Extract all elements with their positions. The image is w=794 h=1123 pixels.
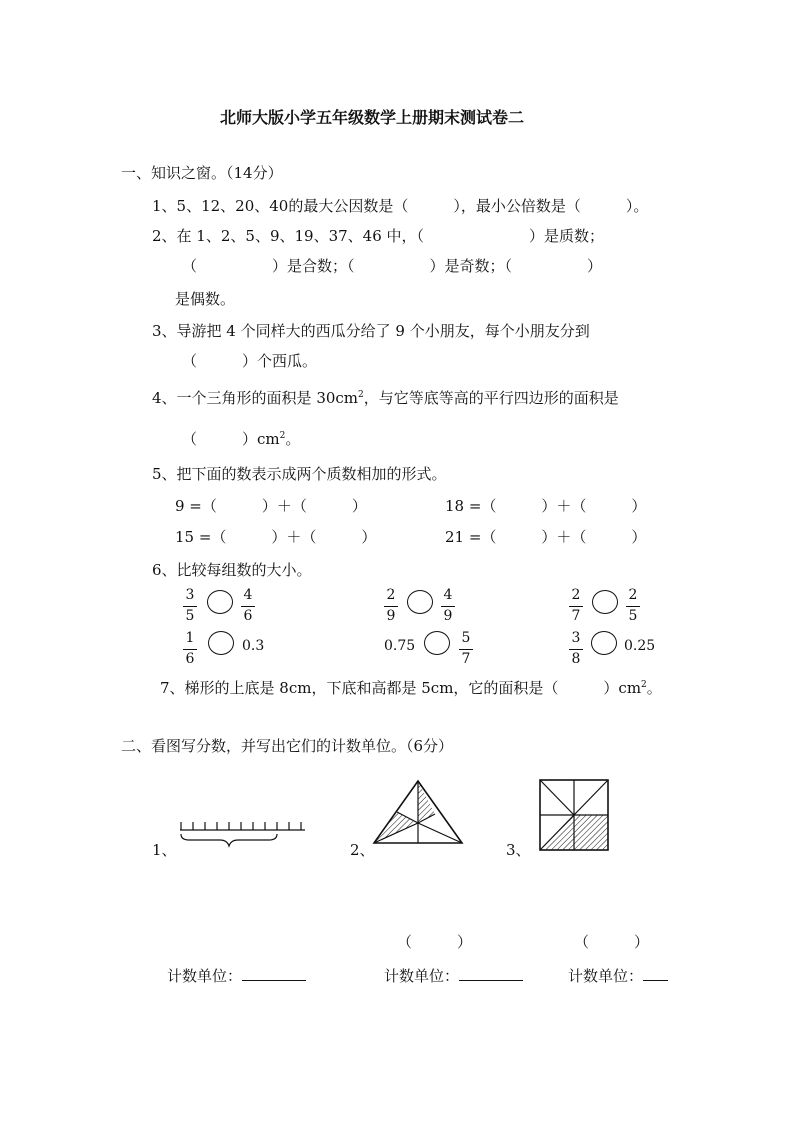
compare-circle[interactable] [591,631,617,655]
q7-superscript: 2 [641,680,647,690]
q5-item-1: 9 =（ ）＋（ ） [175,497,367,515]
fraction [569,588,583,626]
square-figure [538,778,610,852]
q4-superscript: 2 [358,390,364,400]
section-2-heading: 二、看图写分数，并写出它们的计数单位。（6分） [121,737,454,755]
denominator: 7 [461,651,471,667]
compare-circle[interactable] [207,590,233,614]
counting-unit-label: 计数单位： [384,967,460,985]
answer-paren-3[interactable]: （ ） [574,933,650,951]
decimal-value: 0.3 [242,638,265,654]
denominator: 5 [185,608,195,624]
question-2-line-2: （ ）是合数；（ ）是奇数；（ ） [182,257,603,275]
counting-unit-2 [384,969,523,984]
decimal-value: 0.25 [624,638,656,654]
numerator: 2 [386,587,396,603]
fraction [183,588,197,626]
page-title: 北师大版小学五年级数学上册期末测试卷二 [220,108,525,127]
counting-unit-label: 计数单位： [568,967,644,985]
denominator: 6 [185,651,195,667]
question-4-line-1 [152,391,619,406]
question-1: 1、5、12、20、40的最大公因数是（ ），最小公倍数是（ ）。 [152,197,649,215]
question-4-line-2 [182,432,300,447]
numerator: 2 [571,587,581,603]
compare-circle[interactable] [424,631,450,655]
counting-unit-3 [568,969,668,984]
figure-label-2: 2、 [350,841,375,859]
denominator: 5 [628,608,638,624]
question-2-line-1: 2、在 1、2、5、9、19、37、46 中，（ ）是质数； [152,227,605,245]
counting-unit-label: 计数单位： [167,967,243,985]
fraction [241,588,255,626]
question-5: 5、把下面的数表示成两个质数相加的形式。 [152,465,447,483]
q5-item-2: 18 =（ ）＋（ ） [445,497,647,515]
compare-circle[interactable] [407,590,433,614]
decimal-value: 0.75 [384,638,416,654]
numerator: 1 [185,630,195,646]
fraction [569,631,583,669]
q5-item-4: 21 =（ ）＋（ ） [445,528,647,546]
question-6: 6、比较每组数的大小。 [152,561,312,579]
q7-text-b: 。 [646,679,662,697]
numerator: 2 [628,587,638,603]
figure-label-1: 1、 [152,841,177,859]
denominator: 6 [243,608,253,624]
q4-line2-text-a: （ ）cm [182,430,280,448]
q4-text-b: ，与它等底等高的平行四边形的面积是 [363,389,619,407]
denominator: 9 [443,608,453,624]
q7-text-a: 7、梯形的上底是 8cm，下底和高都是 5cm，它的面积是（ ）cm [160,679,642,697]
question-3-line-1: 3、导游把 4 个同样大的西瓜分给了 9 个小朋友，每个小朋友分到 [152,322,590,340]
counting-unit-1 [167,969,306,984]
q4-line2-text-b: 。 [285,430,301,448]
number-line-figure [175,820,310,860]
question-3-line-2: （ ）个西瓜。 [182,352,318,370]
q4-line2-superscript: 2 [279,431,286,441]
triangle-figure [372,777,464,847]
question-7 [160,681,662,696]
counting-unit-blank[interactable] [459,980,523,981]
fraction [183,631,197,669]
numerator: 4 [443,587,453,603]
numerator: 4 [243,587,253,603]
fraction [459,631,473,669]
compare-circle[interactable] [208,631,234,655]
fraction [441,588,455,626]
numerator: 3 [571,630,581,646]
denominator: 8 [571,651,581,667]
compare-circle[interactable] [592,590,618,614]
fraction [384,588,398,626]
numerator: 5 [461,630,471,646]
fraction [626,588,640,626]
q4-text-a: 4、一个三角形的面积是 30cm [152,389,359,407]
counting-unit-blank[interactable] [643,980,668,981]
q5-item-3: 15 =（ ）＋（ ） [175,528,377,546]
denominator: 9 [386,608,396,624]
section-1-heading: 一、知识之窗。（14分） [121,164,283,182]
numerator: 3 [185,587,195,603]
figure-label-3: 3、 [506,841,531,859]
denominator: 7 [571,608,581,624]
answer-paren-2[interactable]: （ ） [397,933,473,951]
counting-unit-blank[interactable] [242,980,306,981]
question-2-line-3: 是偶数。 [175,290,236,308]
